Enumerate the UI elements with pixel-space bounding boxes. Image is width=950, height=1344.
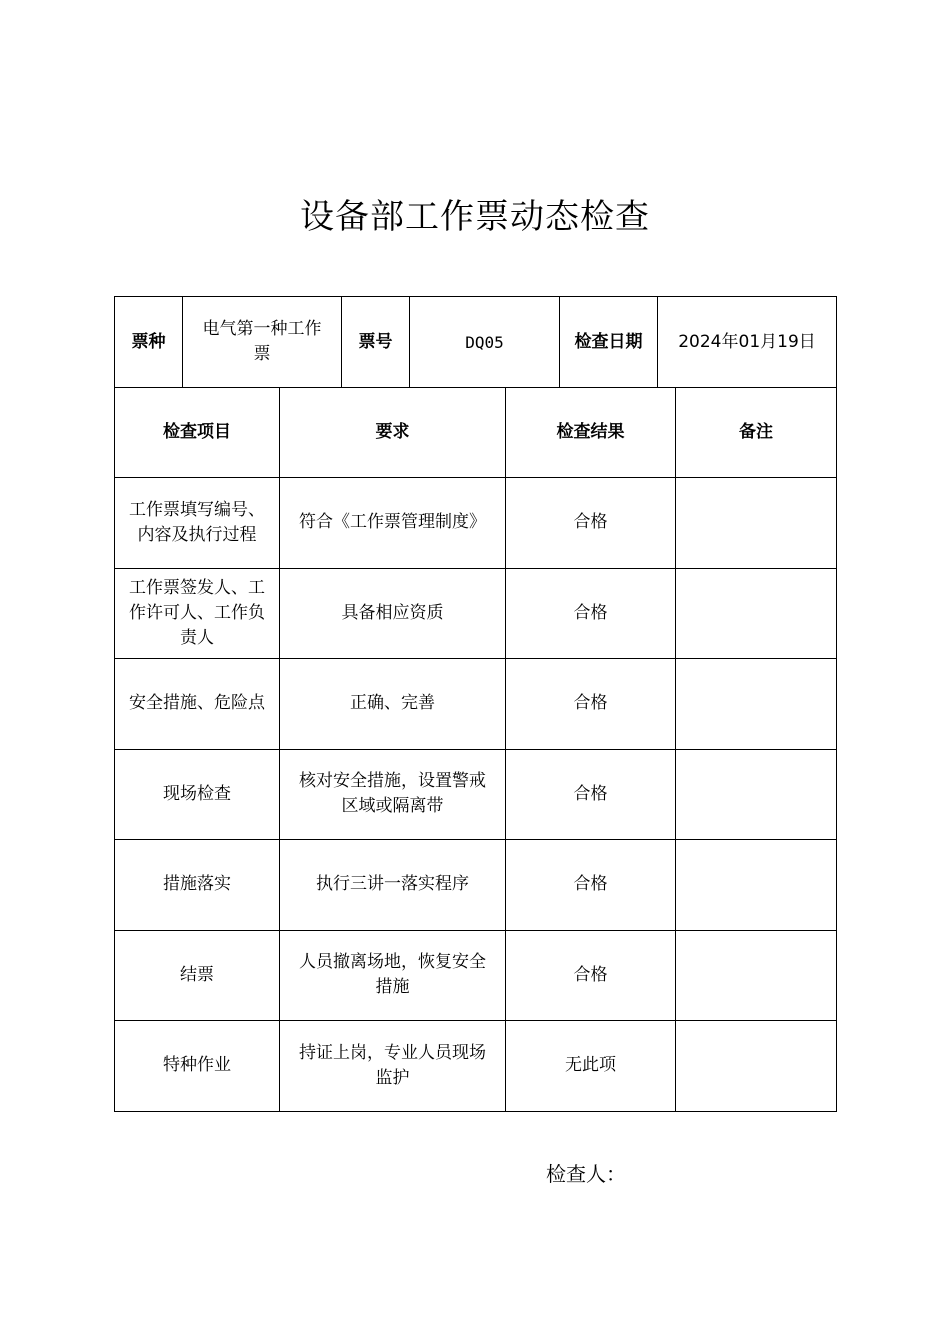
cell-requirement: 正确、完善 bbox=[280, 659, 506, 750]
cell-result: 合格 bbox=[506, 478, 676, 569]
inspector-label: 检查人： bbox=[546, 1162, 626, 1186]
cell-remark bbox=[676, 930, 837, 1021]
cell-result: 无此项 bbox=[506, 1021, 676, 1112]
check-date-value: 2024年01月19日 bbox=[658, 297, 837, 388]
check-items-table bbox=[114, 387, 837, 1112]
table-row bbox=[115, 1021, 837, 1112]
cell-requirement: 执行三讲一落实程序 bbox=[280, 840, 506, 931]
check-date-label: 检查日期 bbox=[560, 297, 658, 388]
cell-remark bbox=[676, 840, 837, 931]
cell-remark bbox=[676, 568, 837, 659]
cell-remark bbox=[676, 478, 837, 569]
cell-requirement: 持证上岗，专业人员现场监护 bbox=[280, 1021, 506, 1112]
table-header-row bbox=[115, 387, 837, 478]
cell-remark bbox=[676, 659, 837, 750]
cell-requirement: 人员撤离场地，恢复安全措施 bbox=[280, 930, 506, 1021]
cell-result: 合格 bbox=[506, 930, 676, 1021]
cell-result: 合格 bbox=[506, 568, 676, 659]
column-header-remark: 备注 bbox=[676, 387, 837, 478]
ticket-no-label: 票号 bbox=[342, 297, 410, 388]
page-title: 设备部工作票动态检查 bbox=[300, 197, 650, 237]
table-row bbox=[115, 568, 837, 659]
ticket-info-row bbox=[115, 297, 837, 388]
column-header-requirement: 要求 bbox=[280, 387, 506, 478]
cell-item: 工作票签发人、工作许可人、工作负责人 bbox=[115, 568, 280, 659]
table-row bbox=[115, 659, 837, 750]
cell-result: 合格 bbox=[506, 749, 676, 840]
cell-result: 合格 bbox=[506, 840, 676, 931]
cell-item: 特种作业 bbox=[115, 1021, 280, 1112]
cell-requirement: 具备相应资质 bbox=[280, 568, 506, 659]
table-row bbox=[115, 840, 837, 931]
table-row bbox=[115, 749, 837, 840]
table-row bbox=[115, 930, 837, 1021]
ticket-no-value: DQ05 bbox=[410, 297, 560, 388]
cell-item: 工作票填写编号、内容及执行过程 bbox=[115, 478, 280, 569]
ticket-type-value: 电气第一种工作票 bbox=[183, 297, 342, 388]
cell-result: 合格 bbox=[506, 659, 676, 750]
cell-item: 安全措施、危险点 bbox=[115, 659, 280, 750]
cell-item: 措施落实 bbox=[115, 840, 280, 931]
table-row bbox=[115, 478, 837, 569]
cell-requirement: 符合《工作票管理制度》 bbox=[280, 478, 506, 569]
cell-item: 现场检查 bbox=[115, 749, 280, 840]
cell-item: 结票 bbox=[115, 930, 280, 1021]
column-header-item: 检查项目 bbox=[115, 387, 280, 478]
ticket-info-table bbox=[114, 296, 837, 388]
cell-requirement: 核对安全措施，设置警戒区域或隔离带 bbox=[280, 749, 506, 840]
cell-remark bbox=[676, 749, 837, 840]
cell-remark bbox=[676, 1021, 837, 1112]
ticket-type-label: 票种 bbox=[115, 297, 183, 388]
column-header-result: 检查结果 bbox=[506, 387, 676, 478]
